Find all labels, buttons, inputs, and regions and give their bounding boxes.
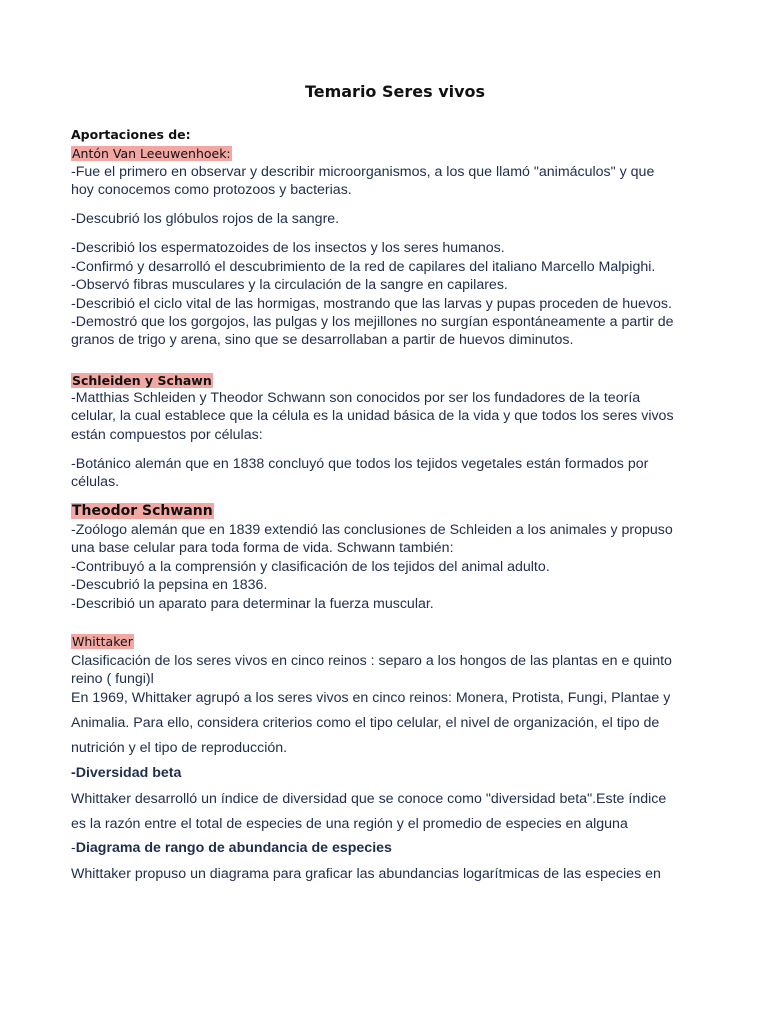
leeuwenhoek-line: granos de trigo y arena, sino que se desarrollaban a partir de huevos diminutos. <box>71 332 574 348</box>
section-heading-leeuwenhoek: Antón Van Leeuwenhoek: <box>72 146 231 161</box>
diagram-line: Whittaker propuso un diagrama para graficar las abundancias logarítmicas de las especies en <box>71 866 661 882</box>
document-title: Temario Seres vivos <box>304 82 486 101</box>
whittaker-line: Clasificación de los seres vivos en cinco reinos : separo a los hongos de las plantas en e quinto <box>71 653 672 669</box>
schwann-line: -Descubrió la pepsina en 1836. <box>71 577 268 593</box>
leeuwenhoek-line: -Observó fibras musculares y la circulación de la sangre en capilares. <box>71 277 508 293</box>
schwann-line: -Describió un aparato para determinar la fuerza muscular. <box>71 596 434 612</box>
schwann-line: una base celular para toda forma de vida. Schwann también: <box>71 540 454 556</box>
leeuwenhoek-line: -Confirmó y desarrolló el descubrimiento de la red de capilares del italiano Marcello Malpighi. <box>71 259 656 275</box>
schleiden-line: células. <box>71 474 120 490</box>
section-heading-schleiden: Schleiden y Schawn <box>72 373 212 388</box>
leeuwenhoek-line: -Descubrió los glóbulos rojos de la sangre. <box>71 211 340 227</box>
whittaker-line: Animalia. Para ello, considera criterios como el tipo celular, el nivel de organización, el tipo de <box>71 715 660 731</box>
schwann-line: -Zoólogo alemán que en 1839 extendió las conclusiones de Schleiden a los animales y propuso <box>71 522 673 538</box>
section-heading-whittaker: Whittaker <box>72 634 133 649</box>
leeuwenhoek-line: -Demostró que los gorgojos, las pulgas y los mejillones no surgían espontáneamente a partir de <box>71 314 674 330</box>
leeuwenhoek-line: hoy conocemos como protozoos y bacterias. <box>71 182 352 198</box>
leeuwenhoek-line: -Describió los espermatozoides de los insectos y los seres humanos. <box>71 240 505 256</box>
schwann-line: -Contribuyó a la comprensión y clasificación de los tejidos del animal adulto. <box>71 559 550 575</box>
schleiden-line: -Botánico alemán que en 1838 concluyó que todos los tejidos vegetales están formados por <box>71 456 649 472</box>
intro-label: Aportaciones de: <box>71 127 191 142</box>
section-heading-schwann: Theodor Schwann <box>72 503 213 519</box>
schleiden-line: celular, la cual establece que la célula es la unidad básica de la vida y que todos los seres vivos <box>71 408 674 424</box>
whittaker-line: nutrición y el tipo de reproducción. <box>71 740 288 756</box>
whittaker-line: En 1969, Whittaker agrupó a los seres vivos en cinco reinos: Monera, Protista, Fungi, Plantae y <box>71 690 671 706</box>
diversity-beta-line: es la razón entre el total de especies de una región y el promedio de especies en alguna <box>71 816 628 832</box>
leeuwenhoek-line: -Fue el primero en observar y describir microorganismos, a los que llamó "animáculos" y que <box>71 164 655 180</box>
diagram-heading: -Diagrama de rango de abundancia de especies <box>71 840 392 856</box>
schleiden-line: están compuestos por células: <box>71 427 263 443</box>
leeuwenhoek-line: -Describió el ciclo vital de las hormigas, mostrando que las larvas y pupas proceden de huevos. <box>71 296 672 312</box>
whittaker-line: reino ( fungi)l <box>71 671 154 687</box>
diversity-beta-heading: -Diversidad beta <box>71 765 182 781</box>
schleiden-line: -Matthias Schleiden y Theodor Schwann son conocidos por ser los fundadores de la teoría <box>71 390 641 406</box>
diversity-beta-line: Whittaker desarrolló un índice de diversidad que se conoce como "diversidad beta".Este índice <box>71 791 667 807</box>
